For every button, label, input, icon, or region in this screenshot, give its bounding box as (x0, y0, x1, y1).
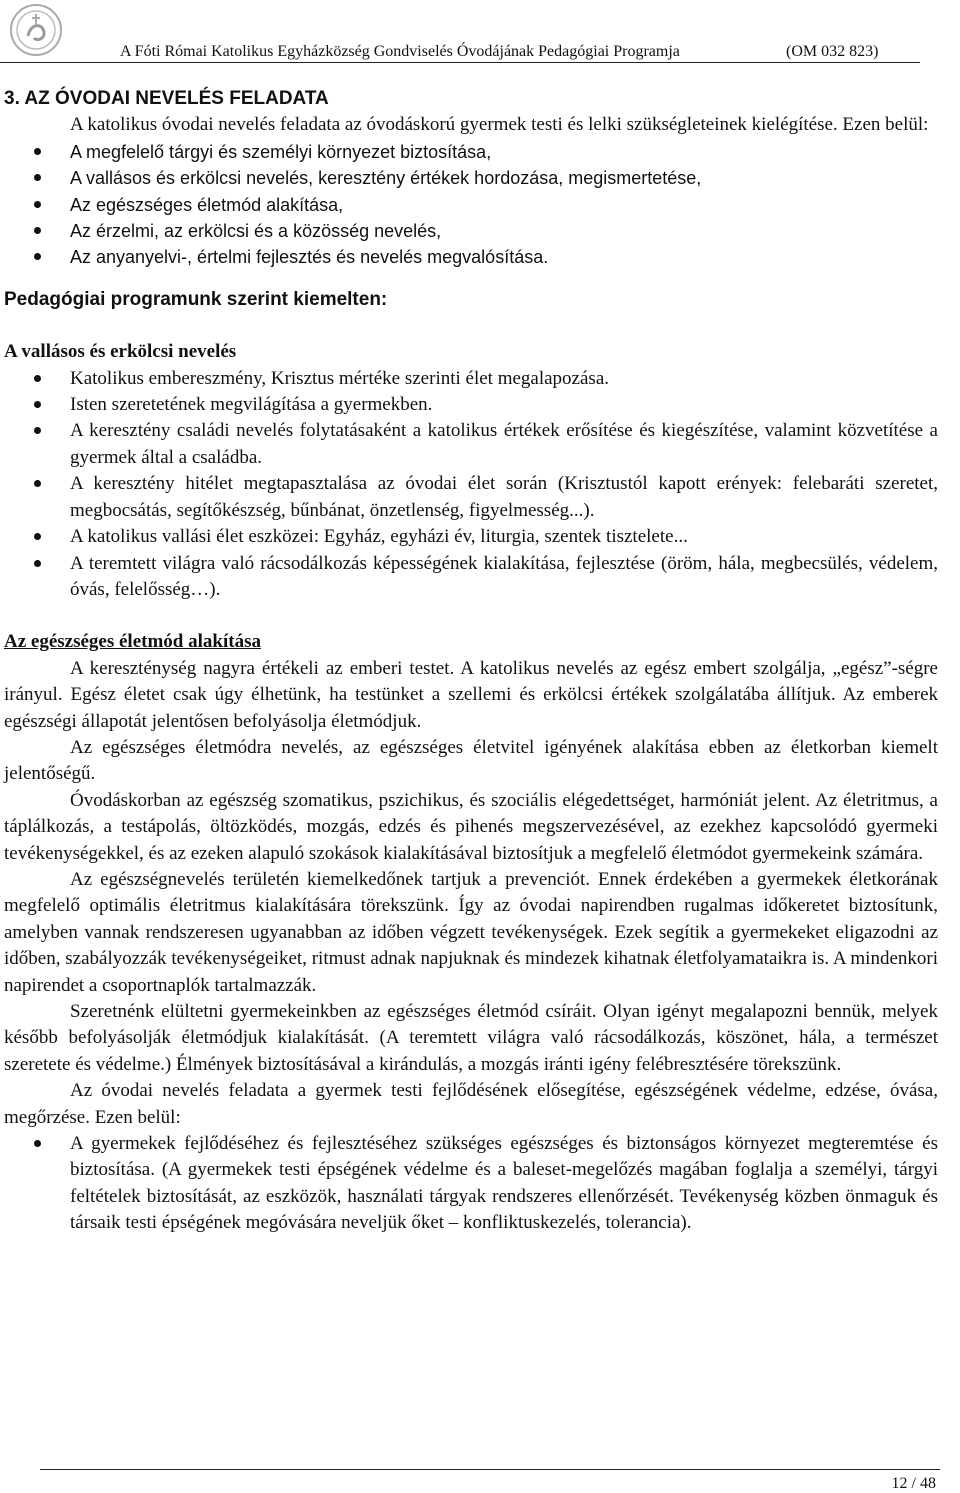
religious-list (4, 366, 938, 604)
list-item: Az anyanyelvi-, értelmi fejlesztés és nevelés megvalósítása. (4, 244, 938, 270)
health-paragraph: Óvodáskorban az egészség szomatikus, pszichikus, és szociális elégedettséget, harmóniát jelent. Az életritmus, a táplálkozás, a testápolás, öltözködés, mozgás, edzés és pihenés megszervezésével, az ezekhez kapcsolódó gyermeki tevékenységekkel, és az ezeken alapuló szokások kialakításával biztosítjuk a megfelelő életmódot gyermekeink számára. (4, 789, 938, 864)
religious-heading: A vallásos és erkölcsi nevelés (4, 341, 237, 363)
header-om-number: (OM 032 823) (786, 43, 879, 60)
list-item: A megfelelő tárgyi és személyi környezet biztosítása, (4, 139, 938, 165)
list-item: Az érzelmi, az erkölcsi és a közösség nevelés, (4, 218, 938, 244)
page-content (4, 86, 938, 1237)
section-intro: A katolikus óvodai nevelés feladata az óvodáskorú gyermek testi és lelki szükségleteinek kielégítése. Ezen belül: (70, 114, 929, 136)
health-paragraph: Az óvodai nevelés feladata a gyermek testi fejlődésének elősegítése, egészségének védelme, edzése, óvása, megőrzése. Ezen belül: (4, 1080, 938, 1128)
section-heading: 3. AZ ÓVODAI NEVELÉS FELADATA (4, 88, 329, 109)
emphasis-heading: Pedagógiai programunk szerint kiemelten: (4, 288, 388, 310)
spacer (4, 271, 938, 287)
parish-logo-icon (8, 2, 64, 58)
list-item: A katolikus vallási élet eszközei: Egyház, egyházi év, liturgia, szentek tisztelete... (4, 524, 938, 550)
list-item: A gyermekek fejlődéséhez és fejlesztéséhez szükséges egészséges és biztonságos környezet megteremtése és biztosítása. (A gyermekek testi épségének védelme és a baleset-megelőzés magában foglalja a személyi, tárgyi feltételek biztosítását, az eszközök, használati tárgyak rendszeres ellenőrzését. Tevékenység közben önmaguk és társaik testi épségének megóvására neveljük őket – konfliktuskezelés, tolerancia). (4, 1131, 938, 1237)
task-list (4, 139, 938, 271)
list-item: A vallásos és erkölcsi nevelés, keresztény értékek hordozása, megismertetése, (4, 165, 938, 191)
page-header (120, 43, 920, 61)
list-item: Az egészséges életmód alakítása, (4, 192, 938, 218)
page-number: 12 / 48 (891, 1475, 936, 1492)
header-title: A Fóti Római Katolikus Egyházközség Gondviselés Óvodájának Pedagógiai Programja (120, 43, 680, 60)
health-task-list (4, 1131, 938, 1237)
spacer (4, 603, 938, 629)
list-item: Isten szeretetének megvilágítása a gyermekben. (4, 392, 938, 418)
health-paragraph: A kereszténység nagyra értékeli az emberi testet. A katolikus nevelés az egész embert szolgálja, „egész”-ségre irányul. Egész életet csak úgy élhetünk, ha testünket a szellemi és erkölcsi értékek szolgálatába állítjuk. Az emberek egészségi állapotát jelentősen befolyásolja életmódjuk. (4, 657, 938, 732)
footer-divider (40, 1469, 940, 1470)
list-item: A keresztény családi nevelés folytatásaként a katolikus értékek erősítése és kiegészítése, valamint közvetítése a gyermek által a családba. (4, 418, 938, 471)
health-paragraph: Szeretnénk elültetni gyermekeinkben az egészséges életmód csíráit. Olyan igényt megalapozni bennük, melyek később befolyásolják életmódjuk kialakítását. (A teremtett világra való rácsodálkozás, köszönet, hála, a természet szeretete és védelme.) Élmények biztosításával a kirándulás, a mozgás iránti igény felébresztésére törekszünk. (4, 1001, 938, 1075)
health-paragraph: Az egészséges életmódra nevelés, az egészséges életvitel igényének alakítása ebben az életkorban kiemelt jelentőségű. (4, 736, 938, 785)
spacer (4, 313, 938, 339)
list-item: A teremtett világra való rácsodálkozás képességének kialakítása, fejlesztése (öröm, hála, megbecsülés, védelem, óvás, felelősség…). (4, 551, 938, 604)
list-item: Katolikus embereszmény, Krisztus mértéke szerinti élet megalapozása. (4, 366, 938, 392)
header-divider (0, 62, 920, 63)
list-item: A keresztény hitélet megtapasztalása az óvodai élet során (Krisztustól kapott erények: felebaráti szeretet, megbocsátás, segítőkészség, bűnbánat, önzetlenség, figyelmesség...). (4, 471, 938, 524)
health-paragraph: Az egészségnevelés területén kiemelkedőnek tartjuk a prevenciót. Ennek érdekében a gyermekek életkorának megfelelő optimális életritmus kialakítására törekszünk. Így az óvodai napirendben rugalmas időkeretet biztosítunk, amelyben vannak rendszeresen ugyanabban az időben végzett tevékenységek. Ezek segítik a gyermekeket eligazodni az időben, szabályozzák tevékenységeiket, ritmust adnak napjuknak és mindezek kihatnak életfolyamataikra is. A mindenkori napirendet a csoportnaplók tartalmazzák. (4, 868, 938, 996)
health-heading: Az egészséges életmód alakítása (4, 631, 261, 653)
